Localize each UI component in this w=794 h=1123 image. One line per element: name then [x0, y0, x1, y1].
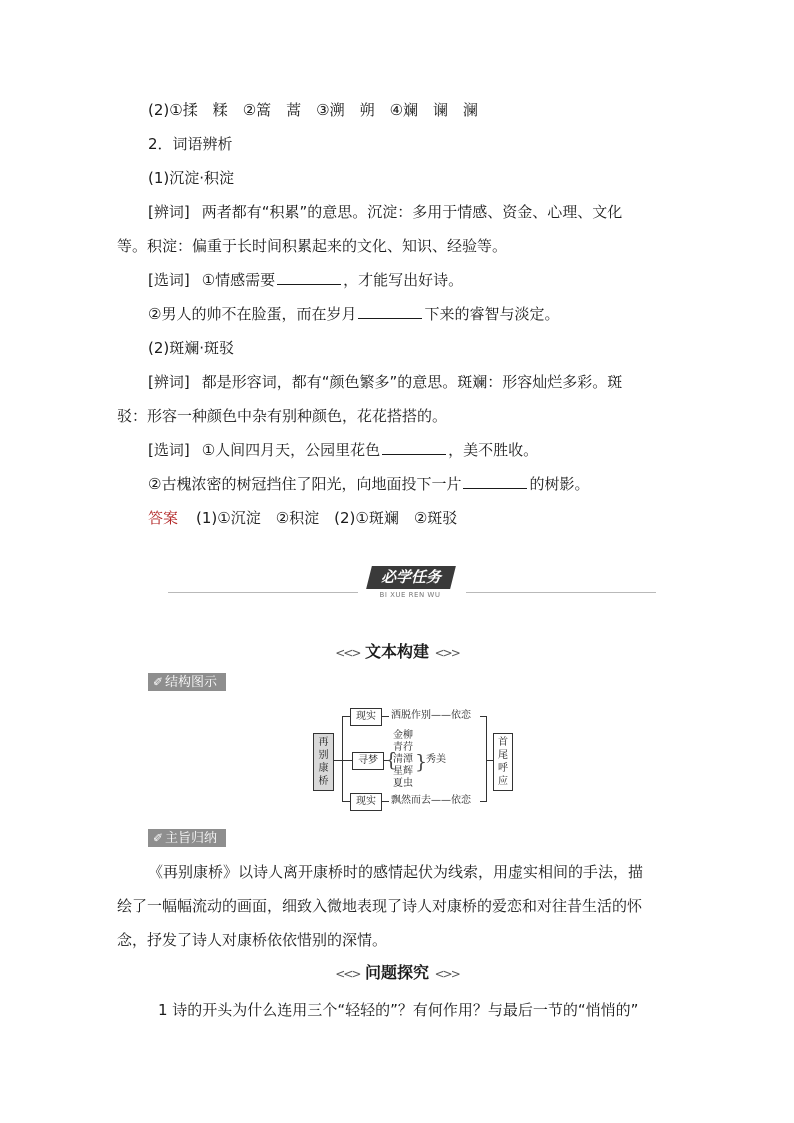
diagram-bracket-left: [342, 716, 343, 801]
question-post: 的树影。: [529, 475, 590, 493]
banner-rule-left: [168, 592, 358, 593]
question-post: ，才能写出好诗。: [343, 271, 464, 289]
diamond-deco-left-icon: <<>: [335, 967, 360, 981]
diagram-bracket-right: [486, 716, 487, 801]
theme-label-text: 主旨归纳: [165, 831, 218, 846]
diamond-deco-right-icon: <>>: [434, 967, 459, 981]
question-post: ，美不胜收。: [448, 441, 539, 459]
question-pre: ①人间四月天，公园里花色: [201, 441, 381, 459]
question-pre: ②男人的帅不在脸蛋，而在岁月: [148, 305, 357, 323]
diagram-connector: [342, 760, 352, 761]
fill-blank: [463, 474, 527, 489]
diagram-connector: [381, 716, 389, 717]
diagram-bottom-box: 现实: [350, 793, 382, 811]
xuanci-1-q1: [148, 270, 463, 290]
diagram-brace-right-icon: }: [415, 751, 428, 773]
question-pre: ②古槐浓密的树冠挡住了阳光，向地面投下一片: [148, 475, 462, 493]
diagram-mid-items: [393, 730, 413, 790]
answer-label: 答案: [148, 509, 179, 527]
heading-text: 文本构建: [364, 642, 429, 661]
diamond-deco-left-icon: <<>: [335, 646, 360, 660]
banner-subtitle: BI XUE REN WU: [379, 591, 441, 599]
section-title: 2．词语辨析: [148, 135, 233, 153]
xuanci-label: [选词]: [148, 271, 190, 289]
vocab-answer-line: (2)①揉 糅 ②篙 蒿 ③溯 朔 ④斓 谰 澜: [148, 101, 479, 119]
diagram-mid-item: 青荇: [393, 742, 413, 753]
bianci-1: [148, 202, 622, 222]
diamond-deco-right-icon: <>>: [434, 646, 459, 660]
fill-blank: [277, 270, 341, 285]
diagram-bottom-text: 飘然而去——依恋: [391, 795, 471, 806]
theme-line-2: 绘了一幅幅流动的画面，细致入微地表现了诗人对康桥的爱恋和对往昔生活的怀: [117, 897, 643, 915]
pair-title-2: (2)斑斓·斑驳: [148, 339, 235, 357]
question-post: 下来的睿智与淡定。: [424, 305, 560, 323]
xuanci-2-q1: [148, 440, 538, 460]
heading-text: 问题探究: [364, 963, 429, 982]
diagram-mid-result: 秀美: [426, 754, 446, 765]
text-build-heading: [0, 642, 794, 663]
question-pre: ①情感需要: [201, 271, 276, 289]
fill-blank: [358, 304, 422, 319]
paperclip-icon: ✐: [152, 675, 164, 689]
diagram-mid-box: 寻梦: [352, 752, 384, 770]
diagram-root: 再别康桥: [313, 733, 334, 791]
structure-label-text: 结构图示: [165, 675, 218, 690]
inquiry-heading: [0, 963, 794, 984]
theme-line-3: 念，抒发了诗人对康桥依依惜别的深情。: [117, 931, 388, 949]
bianci-label: [辨词]: [148, 373, 190, 391]
diagram-mid-item: 金柳: [393, 730, 413, 741]
bianci-text: 两者都有“积累”的意思。沉淀：多用于情感、资金、心理、文化: [201, 203, 623, 221]
diagram-mid-item: 星辉: [393, 766, 413, 777]
xuanci-2-q2: [148, 474, 589, 494]
diagram-right-box: 首尾呼应: [493, 733, 513, 791]
answer-text: (1)①沉淀 ②积淀 (2)①斑斓 ②斑驳: [196, 509, 458, 527]
inquiry-question-1: 1 诗的开头为什么连用三个“轻轻的”？有何作用？与最后一节的“悄悄的”: [158, 1001, 639, 1019]
structure-label: [148, 673, 226, 691]
xuanci-label: [选词]: [148, 441, 190, 459]
bianci-text: 都是形容词，都有“颜色繁多”的意思。斑斓：形容灿烂多彩。斑: [201, 373, 623, 391]
bianci-label: [辨词]: [148, 203, 190, 221]
bianci-2-cont: 驳：形容一种颜色中杂有别种颜色，花花搭搭的。: [117, 407, 448, 425]
diagram-connector: [381, 801, 389, 802]
diagram-connector: [342, 716, 350, 717]
answer-line: [148, 508, 457, 528]
xuanci-1-q2: [148, 304, 559, 324]
diagram-mid-item: 清潭: [393, 754, 413, 765]
diagram-connector: [480, 716, 487, 717]
diagram-connector: [480, 801, 487, 802]
theme-line-1: 《再别康桥》以诗人离开康桥时的感情起伏为线索，用虚实相间的手法，描: [148, 863, 644, 881]
diagram-top-text: 洒脱作别——依恋: [391, 710, 471, 721]
diagram-brace-left-icon: {: [385, 749, 398, 771]
bianci-1-cont: 等。积淀：偏重于长时间积累起来的文化、知识、经验等。: [117, 237, 508, 255]
pair-title-1: (1)沉淀·积淀: [148, 169, 235, 187]
diagram-top-box: 现实: [350, 708, 382, 726]
fill-blank: [382, 440, 446, 455]
banner-rule-right: [466, 592, 656, 593]
diagram-mid-item: 夏虫: [393, 778, 413, 789]
bianci-2: [148, 372, 622, 392]
diagram-connector: [342, 801, 350, 802]
theme-label: [148, 829, 226, 847]
paperclip-icon: ✐: [152, 831, 164, 845]
banner-title: 必学任务: [380, 568, 441, 586]
diagram-connector: [486, 760, 493, 761]
